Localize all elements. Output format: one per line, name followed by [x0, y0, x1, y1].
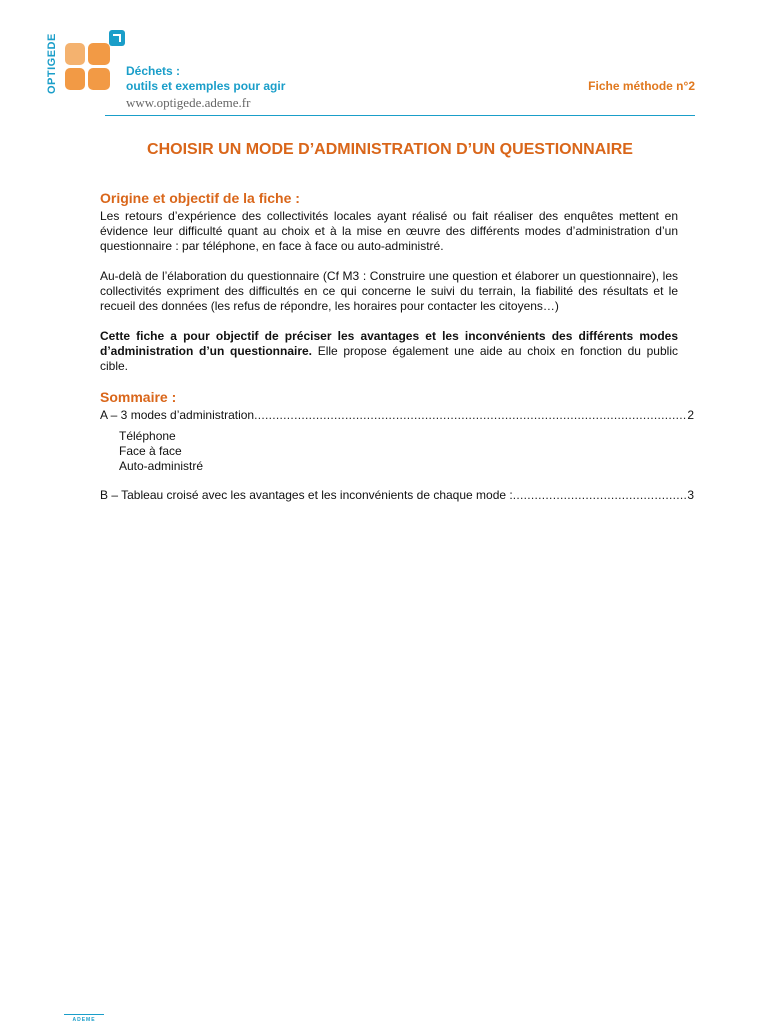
fiche-number: Fiche méthode n°2	[588, 79, 695, 93]
logo-wordmark: OPTIGEDE	[46, 33, 58, 94]
paragraph-difficulties: Au-delà de l’élaboration du questionnaire (Cf M3 : Construire une question et élaborer un questionnaire), les collectivités expriment des difficultés en ce qui concerne le suivi du terrain, la fiabilité des résultats et le recueil des données (les refus de répondre, les horaires pour contacter les citoyens…)	[100, 269, 678, 313]
header-divider	[105, 115, 695, 116]
toc-sub-item: Auto-administré	[119, 459, 204, 473]
toc-page-number: 2	[687, 408, 694, 422]
optigede-logo	[46, 28, 128, 94]
toc-entry-a[interactable]	[100, 408, 694, 423]
ademe-footer-logo	[64, 1014, 104, 1025]
paragraph-objective	[100, 329, 678, 374]
toc-entry-label: A – 3 modes d’administration	[100, 408, 255, 422]
paragraph-intro: Les retours d’expérience des collectivités locales ayant réalisé ou fait réaliser des enquêtes mettent en évidence leur difficulté quant au choix et à la mise en œuvre des différents modes d’administration d’un questionnaire : par téléphone, en face à face ou auto-administré.	[100, 209, 678, 253]
toc-entry-b[interactable]	[100, 488, 694, 503]
toc-sub-item: Téléphone	[119, 429, 176, 443]
toc-sub-list	[100, 429, 678, 474]
tagline-line2: outils et exemples pour agir	[126, 79, 286, 93]
ademe-logo-text: ADEME	[72, 1017, 96, 1023]
logo-square	[88, 43, 110, 65]
section-heading-sommaire: Sommaire :	[100, 389, 177, 405]
objective-rest: Elle propose également une aide au choix en fonction du public cible.	[100, 344, 678, 373]
header-tagline	[126, 64, 285, 111]
section-heading-origine: Origine et objectif de la fiche :	[100, 190, 300, 206]
objective-bold: Cette fiche a pour objectif de préciser les avantages et les inconvénients des différents modes d’administration d’un questionnaire.	[100, 329, 678, 358]
website-url[interactable]: www.optigede.ademe.fr	[126, 95, 251, 110]
logo-square	[65, 43, 85, 65]
toc-leader-dots	[513, 488, 688, 503]
toc-leader-dots	[254, 408, 687, 423]
tagline-line1: Déchets :	[126, 64, 181, 78]
logo-square	[65, 68, 85, 90]
logo-arrow-icon	[109, 30, 125, 46]
toc-entry-label: B – Tableau croisé avec les avantages et les inconvénients de chaque mode :	[100, 488, 513, 502]
logo-square	[88, 68, 110, 90]
page-title: CHOISIR UN MODE D’ADMINISTRATION D’UN QUESTIONNAIRE	[147, 141, 633, 158]
toc-sub-item: Face à face	[119, 444, 182, 458]
toc-page-number: 3	[687, 488, 694, 502]
main-content	[100, 190, 694, 503]
